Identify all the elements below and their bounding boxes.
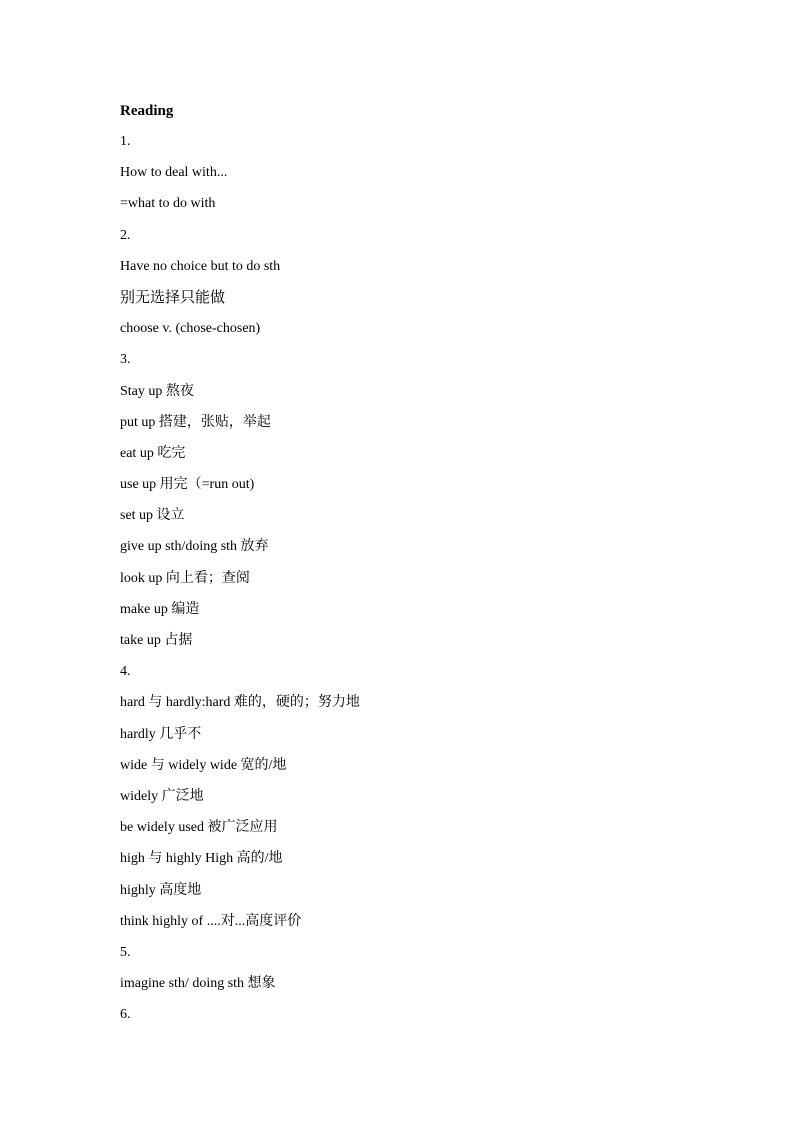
phrase-line: high 与 highly High 高的/地 — [120, 851, 283, 867]
phrase-line: make up 编造 — [120, 601, 200, 617]
item-number-1: 1. — [120, 134, 131, 149]
phrase-line: =what to do with — [120, 196, 216, 212]
phrase-line: imagine sth/ doing sth 想象 — [120, 976, 276, 992]
translation-line: 别无选择只能做 — [120, 289, 226, 306]
phrase-line: use up 用完（=run out) — [120, 477, 255, 493]
phrase-line: hardly 几乎不 — [120, 726, 202, 742]
phrase-line: be widely used 被广泛应用 — [120, 820, 278, 836]
phrase-line: hard 与 hardly:hard 难的，硬的；努力地 — [120, 695, 360, 711]
section-heading: Reading — [120, 103, 174, 119]
phrase-line: Have no choice but to do sth — [120, 258, 281, 274]
phrase-line: think highly of ....对...高度评价 — [120, 913, 302, 929]
phrase-line: Stay up 熬夜 — [120, 383, 194, 399]
document-body — [120, 100, 720, 1035]
phrase-line: set up 设立 — [120, 508, 185, 524]
item-number-6: 6. — [120, 1007, 131, 1023]
item-number-2: 2. — [120, 227, 131, 243]
phrase-line: widely 广泛地 — [120, 788, 204, 804]
item-number-3: 3. — [120, 352, 131, 368]
phrase-line: highly 高度地 — [120, 882, 202, 898]
item-number-4: 4. — [120, 664, 131, 680]
item-number-5: 5. — [120, 944, 131, 960]
phrase-line: give up sth/doing sth 放弃 — [120, 539, 269, 555]
phrase-line: choose v. (chose-chosen) — [120, 321, 261, 337]
phrase-line: look up 向上看；查阅 — [120, 570, 250, 586]
phrase-line: wide 与 widely wide 宽的/地 — [120, 757, 287, 773]
phrase-line: eat up 吃完 — [120, 445, 186, 461]
phrase-line: put up 搭建，张贴，举起 — [120, 414, 271, 430]
phrase-line: How to deal with... — [120, 165, 228, 181]
phrase-line: take up 占据 — [120, 633, 193, 648]
